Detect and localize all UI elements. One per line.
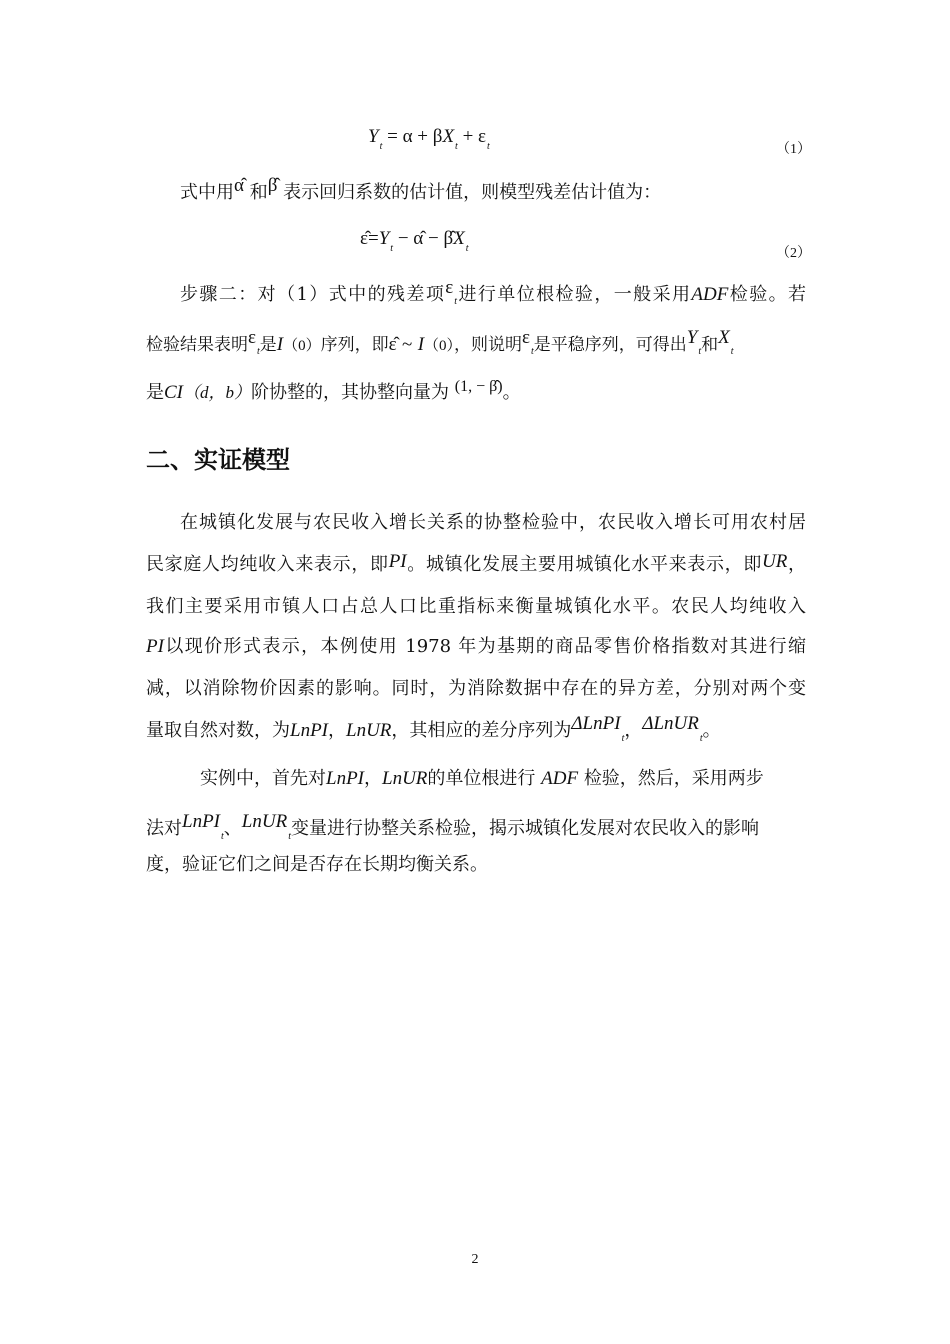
text-line <box>180 277 807 309</box>
adf-symbol: ADF <box>691 284 729 305</box>
equation-number-2: （2） <box>776 246 811 261</box>
text-line <box>146 596 806 618</box>
eq2-equals: = <box>367 228 379 249</box>
eq1-sub-t: t <box>455 141 458 152</box>
equation-2 <box>360 228 469 254</box>
eq1-beta: β <box>432 126 443 147</box>
eq1-x: X <box>442 126 455 147</box>
page-number: 2 <box>471 1252 479 1267</box>
text-run: 的单位根进行 <box>427 768 536 789</box>
alpha-hat-symbol: α̂ <box>234 175 244 196</box>
text-run: 检验。若 <box>728 284 807 305</box>
i-symbol: I <box>276 334 284 355</box>
eq1-plus: + <box>462 126 474 147</box>
cointegration-vector: (1, − β̂) <box>454 378 503 395</box>
text-run: 度，验证它们之间是否存在长期均衡关系。 <box>146 854 488 875</box>
lnpi-symbol: LnPI <box>290 720 328 741</box>
delta-lnur-symbol: ΔLnUR <box>642 713 699 734</box>
text-line <box>146 378 806 405</box>
text-run: ， <box>328 720 346 741</box>
text-line <box>200 768 806 790</box>
text-run: 阶协整的，其协整向量为 <box>251 382 449 403</box>
eq1-sub-t: t <box>487 141 490 152</box>
text-run: 是 <box>146 382 164 403</box>
zero-order: （0） <box>283 338 321 354</box>
text-line <box>146 636 806 658</box>
lnur-symbol: LnUR <box>346 720 392 741</box>
subscript-t: t <box>698 346 702 357</box>
text-line <box>146 551 807 576</box>
eq2-beta-hat: β̂ <box>443 228 454 249</box>
text-run: ，其相应的差分序列为 <box>391 720 572 741</box>
eq2-sub-t: t <box>390 243 394 254</box>
epsilon-symbol: ε <box>522 327 531 348</box>
text-run: 在城镇化发展与农民收入增长关系的协整检验中，农民收入增长可用农村居 <box>180 512 806 533</box>
delta-lnpi-symbol: ΔLnPI <box>571 713 621 734</box>
y-symbol: Y <box>686 327 698 348</box>
equation-1 <box>368 126 490 152</box>
eq2-minus: − <box>397 228 409 249</box>
pi-symbol: PI <box>146 636 164 657</box>
subscript-t: t <box>221 831 224 842</box>
adf-symbol: ADF <box>541 768 579 789</box>
text-run: ， <box>364 768 382 789</box>
text-run: ， <box>624 720 643 741</box>
text-run: 、 <box>223 818 242 839</box>
x-symbol: X <box>718 327 730 348</box>
text-run: 序列，即 <box>320 335 389 355</box>
zero-order: （0） <box>424 338 455 354</box>
tilde-symbol: ~ <box>402 334 413 355</box>
eq1-sub-t: t <box>379 141 383 152</box>
subscript-t: t <box>288 831 291 842</box>
text-line <box>146 713 806 745</box>
eq1-epsilon: ε <box>478 126 487 147</box>
epsilon-hat-symbol: ε̂ <box>388 334 397 355</box>
text-run: 我们主要采用市镇人口占总人口比重指标来衡量城镇化水平。农民人均纯收入 <box>146 596 806 617</box>
eq2-sub-t: t <box>465 243 469 254</box>
eq2-y: Y <box>378 228 390 249</box>
lnpi-symbol: LnPI <box>326 768 364 789</box>
text-run: 减，以消除物价因素的影响。同时，为消除数据中存在的异方差，分别对两个变 <box>146 678 806 699</box>
text-run: 法对 <box>146 818 182 839</box>
text-run: 进行单位根检验，一般采用 <box>457 284 692 305</box>
section-heading: 二、实证模型 <box>146 446 290 474</box>
subscript-t: t <box>531 346 534 357</box>
text-run: 实例中，首先对 <box>200 768 326 789</box>
text-run: 检验结果表明 <box>146 335 248 355</box>
text-run: ， <box>787 554 807 575</box>
eq1-y: Y <box>368 126 379 147</box>
subscript-t: t <box>621 733 625 744</box>
text-run: 检验，然后，采用两步 <box>583 768 764 789</box>
pi-symbol: PI <box>388 551 407 572</box>
equation-number-1: （1） <box>776 142 811 157</box>
text-run: 。 <box>502 382 521 403</box>
text-line <box>146 678 806 700</box>
text-run: 和 <box>701 335 719 355</box>
text-line <box>146 811 806 843</box>
cointegration-order: （d，b） <box>183 383 251 402</box>
epsilon-symbol: ε <box>248 327 256 348</box>
eq2-x: X <box>453 228 465 249</box>
ur-symbol: UR <box>762 551 788 572</box>
subscript-t: t <box>454 296 458 307</box>
text-run: 量取自然对数，为 <box>146 720 290 741</box>
ci-symbol: CI <box>164 382 183 403</box>
text-run: 民家庭人均纯收入来表示，即 <box>146 554 389 575</box>
beta-hat-symbol: β̂ <box>267 175 278 196</box>
text-run: 和 <box>249 182 268 203</box>
text-run: 表示回归系数的估计值，则模型残差估计值为： <box>283 182 662 203</box>
lnpi-symbol: LnPI <box>182 811 220 832</box>
lnur-symbol: LnUR <box>382 768 428 789</box>
subscript-t: t <box>730 346 734 357</box>
text-line <box>180 175 806 204</box>
text-run: ，则说明 <box>454 335 523 355</box>
text-run: 式中用 <box>180 182 234 203</box>
text-run: 是 <box>259 335 277 355</box>
text-run: 以现价形式表示，本例使用 1978 年为基期的商品零售价格指数对其进行缩 <box>163 636 806 657</box>
text-run: 。 <box>702 720 721 741</box>
text-line <box>146 854 806 876</box>
eq2-epsilon-hat: ε̂ <box>360 228 368 249</box>
epsilon-symbol: ε <box>445 277 454 298</box>
eq2-minus: − <box>428 228 439 249</box>
text-run: 是平稳序列，可得出 <box>533 335 687 355</box>
text-run: 。城镇化发展主要用城镇化水平来表示，即 <box>406 554 763 575</box>
subscript-t: t <box>699 733 703 744</box>
i-symbol: I <box>417 334 425 355</box>
eq2-alpha-hat: α̂ <box>413 228 424 249</box>
text-run: 步骤二：对（1）式中的残差项 <box>180 284 446 305</box>
eq1-plus: + <box>417 126 429 147</box>
text-line <box>146 327 806 359</box>
eq1-equals: = <box>387 126 398 147</box>
eq1-alpha: α <box>402 126 413 147</box>
subscript-t: t <box>256 346 260 357</box>
text-line <box>180 512 806 534</box>
lnur-symbol: LnUR <box>241 811 288 832</box>
text-run: 变量进行协整关系检验，揭示城镇化发展对农民收入的影响 <box>290 818 759 839</box>
